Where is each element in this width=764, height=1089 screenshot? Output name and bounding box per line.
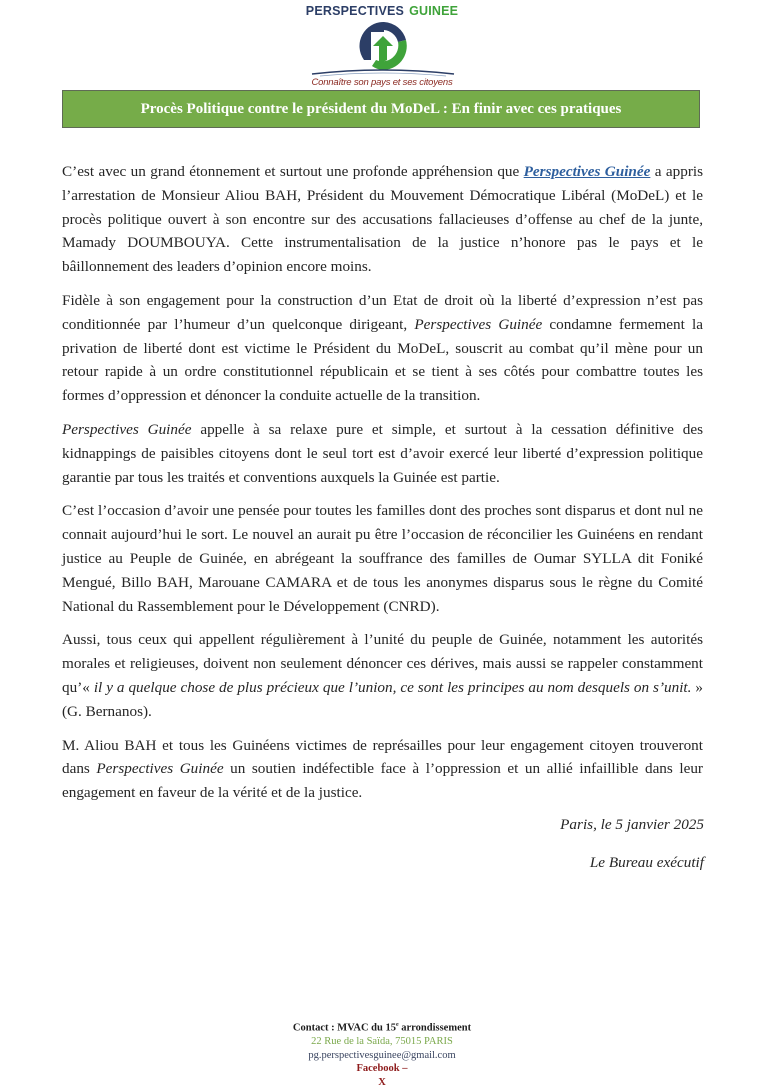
- paragraph-2-text: condamne fermement la privation de liberté dont est victime le Président du MoDeL, souscrit au combat qu’il mène pour un retour rapide à un ordre constitutionnel républicain et se tient à ses côtés pour combattre toutes les formes d’oppression et dénoncer la conduite actuelle de la transition.: [62, 316, 703, 404]
- paragraph-1-intro: C’est avec un grand étonnement et surtout une profonde appréhension que: [62, 163, 524, 180]
- perspectives-guinee-link[interactable]: Perspectives Guinée: [524, 163, 651, 180]
- org-name-italic: Perspectives Guinée: [96, 760, 223, 777]
- paragraph-4-text: C’est l’occasion d’avoir une pensée pour toutes les familles dont des proches sont disparus et dont nul ne connait aujourd’hui le sort. Le nouvel an aurait pu être l’occasion de réconcilier les Guinéens en rendant justice au Peuple de Guinée, en abrégeant la souffrance des familles de Oumar SYLLA dit Foniké Mengué, Billo BAH, Marouane CAMARA et de tous les anonymes disparus sous le règne du Comité National du Rassemblement pour le Développement (CNRD).: [62, 502, 703, 614]
- contact-prefix: Contact : MVAC du 15: [293, 1023, 396, 1034]
- paragraph-4: [62, 499, 703, 618]
- paragraph-5-intro: Aussi, tous ceux qui appellent régulièrement à l’unité du peuple de Guinée, notamment les autorités morales et religieuses, doivent non seulement dénoncer ces dérives, mais aussi se rappeler constamment qu’«: [62, 631, 703, 696]
- perspectives-guinee-logo: [300, 4, 464, 88]
- paragraph-6-intro: M. Aliou BAH et tous les Guinéens victimes de représailles pour leur engagement citoyen trouveront dans: [62, 737, 703, 778]
- logo-wordmark: [300, 4, 464, 18]
- paragraph-3: [62, 418, 703, 489]
- paragraph-3-text: appelle à sa relaxe pure et simple, et surtout à la cessation définitive des kidnappings de paisibles citoyens dont le seul tort est d’avoir exercé leur liberté d’expression politique garantie par tous les traités et conventions auxquels la Guinée est partie.: [62, 421, 703, 486]
- footer-x-link[interactable]: X: [232, 1076, 532, 1089]
- paragraph-1: [62, 160, 703, 279]
- contact-suffix: arrondissement: [399, 1023, 471, 1034]
- footer-address: 22 Rue de la Saïda, 75015 PARIS: [232, 1035, 532, 1049]
- paragraph-1-text: a appris l’arrestation de Monsieur Aliou BAH, Président du Mouvement Démocratique Libéral (MoDeL) et le procès politique ouvert à son encontre sur des accusations fallacieuses d’offense au chef de la junte, Mamady DOUMBOUYA. Cette instrumentalisation de la justice n’honore pas le pays et le bâillonnement des leaders d’opinion encore moins.: [62, 163, 703, 275]
- pg-logo-mark-icon: [358, 20, 410, 72]
- paragraph-6-text: un soutien indéfectible face à l’oppression et un allié infaillible dans leur engagement en faveur de la vérité et de la justice.: [62, 760, 703, 801]
- org-name-italic: Perspectives Guinée: [62, 421, 191, 438]
- bernanos-quote: il y a quelque chose de plus précieux que l’union, ce sont les principes au nom desquels on s’unit.: [94, 679, 692, 696]
- document-title: Procès Politique contre le président du MoDeL : En finir avec ces pratiques: [141, 101, 622, 118]
- paragraph-5: [62, 628, 703, 723]
- logo-word-guinee: GUINEE: [409, 4, 458, 18]
- footer-contact-block: [232, 1019, 532, 1089]
- paragraph-6: [62, 734, 703, 805]
- footer-contact-line: [232, 1019, 532, 1035]
- footer-facebook-link[interactable]: Facebook –: [232, 1062, 532, 1076]
- logo-tagline: Connaître son pays et ses citoyens: [300, 77, 464, 88]
- paragraph-2: [62, 289, 703, 408]
- logo-word-perspectives: PERSPECTIVES: [306, 4, 404, 18]
- signatory: Le Bureau exécutif: [590, 854, 704, 872]
- document-body: [62, 160, 703, 815]
- paragraph-5-attribution: » (G. Bernanos).: [62, 679, 703, 720]
- footer-email-link[interactable]: pg.perspectivesguinee@gmail.com: [232, 1049, 532, 1063]
- date-line: Paris, le 5 janvier 2025: [560, 816, 704, 834]
- document-title-banner: [62, 90, 700, 128]
- contact-ordinal: e: [396, 1022, 399, 1028]
- org-name-italic: Perspectives Guinée: [414, 316, 542, 333]
- paragraph-2-intro: Fidèle à son engagement pour la construction d’un Etat de droit où la liberté d’expression n’est pas conditionnée par l’humeur d’un quelconque dirigeant,: [62, 292, 703, 333]
